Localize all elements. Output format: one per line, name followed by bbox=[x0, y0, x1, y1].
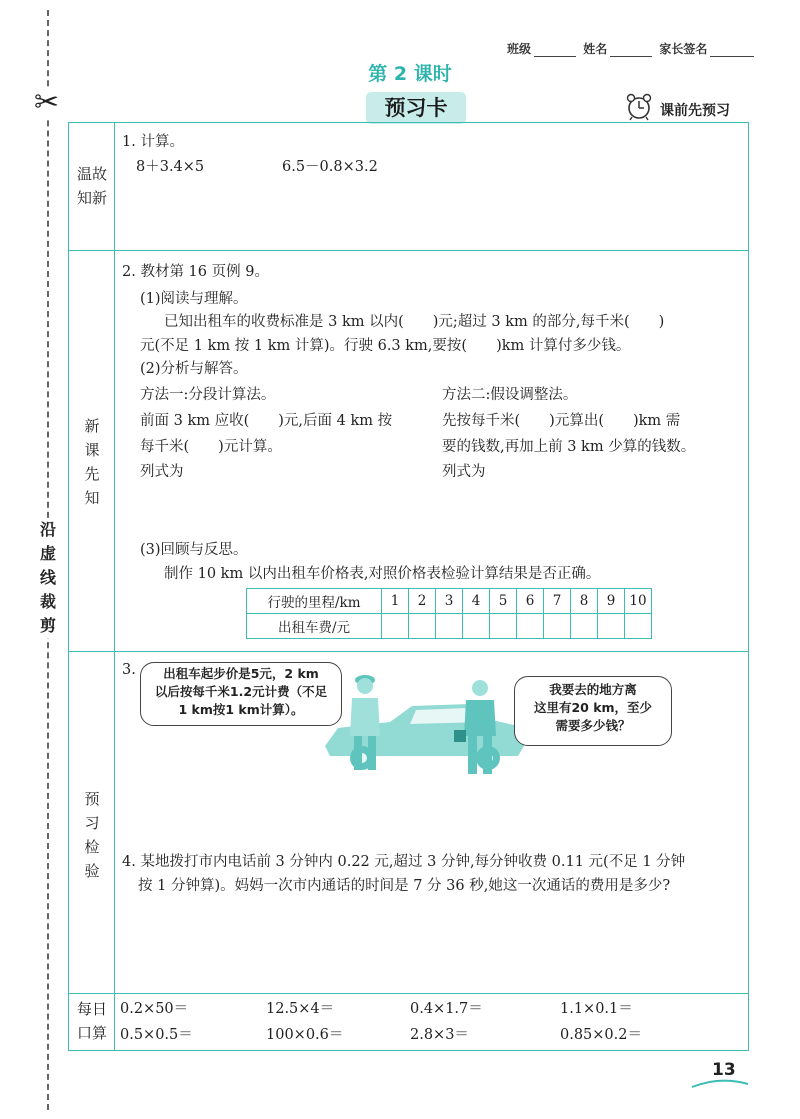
fare-blank-cell[interactable] bbox=[544, 614, 571, 639]
taxi-price-table bbox=[246, 588, 652, 639]
class-blank[interactable] bbox=[534, 44, 576, 57]
table-header-fare: 出租车费/元 bbox=[247, 614, 382, 639]
q1-title: 1. 计算。 bbox=[122, 134, 184, 150]
method2-formula: 列式为 bbox=[442, 464, 486, 480]
method2-title: 方法二:假设调整法。 bbox=[442, 387, 578, 403]
fare-blank-cell[interactable] bbox=[625, 614, 652, 639]
part3-title: (3)回顾与反思。 bbox=[140, 542, 248, 558]
card-title: 预习卡 bbox=[366, 92, 466, 124]
table-cell: 1 bbox=[382, 589, 409, 614]
fare-blank-cell[interactable] bbox=[490, 614, 517, 639]
table-cell: 2 bbox=[409, 589, 436, 614]
method2-line2: 要的钱数,再加上前 3 km 少算的钱数。 bbox=[442, 439, 696, 455]
oral-item: 0.85×0.2＝ bbox=[560, 1027, 642, 1043]
section-label-review: 温故 知新 bbox=[76, 165, 107, 207]
oral-item: 0.4×1.7＝ bbox=[410, 1001, 483, 1017]
table-cell: 3 bbox=[436, 589, 463, 614]
part1-line2: 元(不足 1 km 按 1 km 计算)。行驶 6.3 km,要按( )km 计算付多少钱。 bbox=[140, 338, 631, 354]
divider-review bbox=[68, 250, 749, 251]
speech-bubble-passenger: 我要去的地方离 这里有20 km，至少 需要多少钱？ bbox=[514, 676, 672, 746]
table-row bbox=[247, 614, 652, 639]
part1-line1: 已知出租车的收费标准是 3 km 以内( )元;超过 3 km 的部分,每千米( ) bbox=[164, 314, 665, 330]
method1-title: 方法一:分段计算法。 bbox=[140, 387, 276, 403]
preview-label: 课前先预习 bbox=[660, 103, 730, 119]
page-number-swoosh bbox=[690, 1078, 750, 1090]
q4-line1: 4. 某地拨打市内电话前 3 分钟内 0.22 元,超过 3 分钟,每分钟收费 0.11 元(不足 1 分钟 bbox=[122, 854, 686, 870]
parent-signature-blank[interactable] bbox=[710, 44, 754, 57]
label-column-divider bbox=[114, 122, 115, 1051]
q1-expression-a: 8＋3.4×5 bbox=[136, 159, 205, 175]
fare-blank-cell[interactable] bbox=[598, 614, 625, 639]
cut-instruction: 沿 虚 线 裁 剪 bbox=[37, 518, 59, 638]
table-cell: 9 bbox=[598, 589, 625, 614]
divider-new bbox=[68, 651, 749, 652]
fare-blank-cell[interactable] bbox=[436, 614, 463, 639]
divider-check bbox=[68, 993, 749, 994]
fare-blank-cell[interactable] bbox=[382, 614, 409, 639]
student-info: 班级 姓名 家长签名 bbox=[507, 40, 757, 57]
section-label-check: 预 习 检 验 bbox=[84, 790, 100, 880]
table-cell: 5 bbox=[490, 589, 517, 614]
part3-line: 制作 10 km 以内出租车价格表,对照价格表检验计算结果是否正确。 bbox=[164, 566, 601, 582]
oral-item: 1.1×0.1＝ bbox=[560, 1001, 633, 1017]
table-row bbox=[247, 589, 652, 614]
section-label-oral: 每日 口算 bbox=[76, 1000, 107, 1042]
scissors-icon: ✂ bbox=[34, 85, 60, 120]
fare-blank-cell[interactable] bbox=[517, 614, 544, 639]
method2-line1: 先按每千米( )元算出( )km 需 bbox=[442, 413, 681, 429]
part2-title: (2)分析与解答。 bbox=[140, 361, 248, 377]
part1-title: (1)阅读与理解。 bbox=[140, 291, 248, 307]
oral-item: 0.2×50＝ bbox=[120, 1001, 189, 1017]
taxi-driver-figure bbox=[340, 668, 390, 774]
table-cell: 8 bbox=[571, 589, 598, 614]
section-label-new: 新 课 先 知 bbox=[84, 417, 100, 507]
q2-title: 2. 教材第 16 页例 9。 bbox=[122, 264, 269, 280]
q3-number: 3. bbox=[122, 662, 136, 678]
q4-line2: 按 1 分钟算)。妈妈一次市内通话的时间是 7 分 36 秒,她这一次通话的费用是多少? bbox=[138, 878, 671, 894]
q1-expression-b: 6.5－0.8×3.2 bbox=[282, 159, 378, 175]
method1-line1: 前面 3 km 应收( )元,后面 4 km 按 bbox=[140, 413, 393, 429]
method1-line2: 每千米( )元计算。 bbox=[140, 439, 282, 455]
passenger-figure bbox=[452, 678, 512, 778]
lesson-number: 第 2 课时 bbox=[368, 63, 452, 85]
page-number: 13 bbox=[712, 1060, 736, 1080]
table-cell: 10 bbox=[625, 589, 652, 614]
method1-formula: 列式为 bbox=[140, 464, 184, 480]
oral-item: 0.5×0.5＝ bbox=[120, 1027, 193, 1043]
fare-blank-cell[interactable] bbox=[571, 614, 598, 639]
fare-blank-cell[interactable] bbox=[409, 614, 436, 639]
oral-item: 2.8×3＝ bbox=[410, 1027, 469, 1043]
speech-bubble-driver: 出租车起步价是5元，2 km 以后按每千米1.2元计费（不足 1 km按1 km计算）。 bbox=[140, 662, 342, 726]
table-header-distance: 行驶的里程/km bbox=[247, 589, 382, 614]
alarm-clock-icon bbox=[624, 92, 654, 122]
oral-item: 100×0.6＝ bbox=[266, 1027, 344, 1043]
oral-item: 12.5×4＝ bbox=[266, 1001, 335, 1017]
table-cell: 7 bbox=[544, 589, 571, 614]
fare-blank-cell[interactable] bbox=[463, 614, 490, 639]
name-blank[interactable] bbox=[610, 44, 652, 57]
table-cell: 4 bbox=[463, 589, 490, 614]
table-cell: 6 bbox=[517, 589, 544, 614]
